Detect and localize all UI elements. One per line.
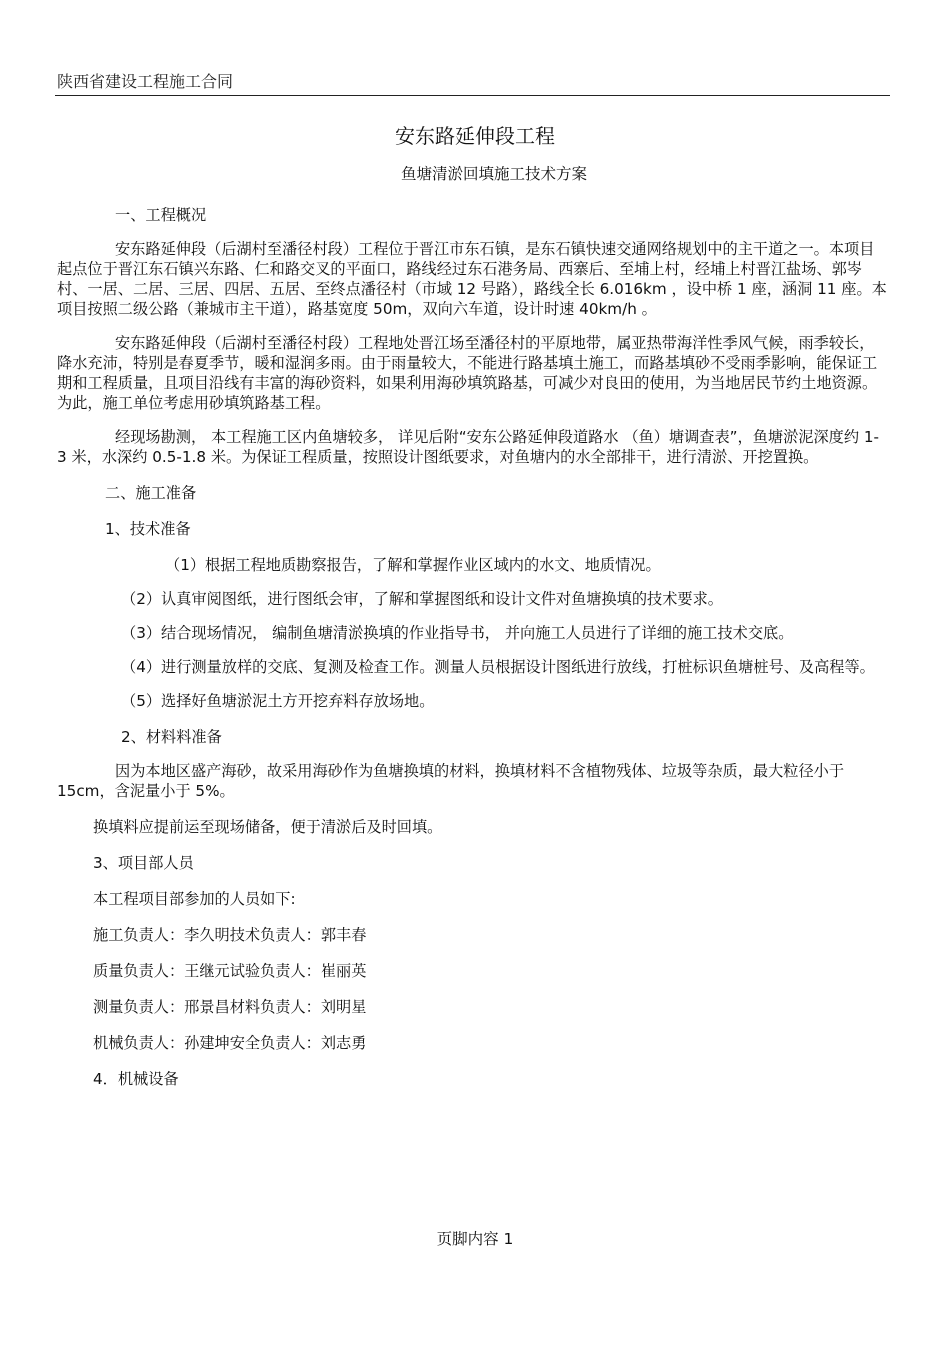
paragraph-overview-1: 安东路延伸段（后湖村至潘径村段）工程位于晋江市东石镇，是东石镇快速交通网络规划中的主干道之一。本项目起点位于晋江东石镇兴东路、仁和路交叉的平面口，路线经过东石港务局、西寨后、至埔上村，经埔上村晋江盐场、郭岑村、一居、二居、三居、四居、五居、至终点潘径村（市域 12 号路），路线全长 6.016km ，设中桥 1 座，涵洞 11 座。本项目按照二级公路（兼城市主干道），路基宽度 50m，双向六车道，设计时速 40km/h 。 bbox=[57, 240, 887, 318]
staff-line: 质量负责人：王继元试验负责人：崔丽英 bbox=[93, 962, 367, 980]
tech-item-4: （4）进行测量放样的交底、复测及检查工作。测量人员根据设计图纸进行放线，打桩标识鱼塘桩号、及高程等。 bbox=[121, 658, 875, 676]
subsection-heading-staff: 3、项目部人员 bbox=[93, 854, 194, 872]
tech-item-3: （3）结合现场情况， 编制鱼塘清淤换填的作业指导书， 并向施工人员进行了详细的施工技术交底。 bbox=[121, 624, 794, 642]
paragraph-materials-1: 因为本地区盛产海砂，故采用海砂作为鱼塘换填的材料，换填材料不含植物残体、垃圾等杂质，最大粒径小于 15cm，含泥量小于 5%。 bbox=[57, 762, 844, 800]
subsection-heading-equipment: 4．机械设备 bbox=[93, 1070, 179, 1088]
header-divider bbox=[55, 95, 890, 96]
paragraph-overview-2: 安东路延伸段（后湖村至潘径村段）工程地处晋江场至潘径村的平原地带，属亚热带海洋性季风气候，雨季较长，降水充沛，特别是春夏季节，暖和湿润多雨。由于雨量较大，不能进行路基填土施工，而路基填砂不受雨季影响，能保证工期和工程质量，且项目沿线有丰富的海砂资料，如果利用海砂填筑路基，可减少对良田的使用，为当地居民节约土地资源。为此，施工单位考虑用砂填筑路基工程。 bbox=[57, 334, 878, 412]
staff-intro: 本工程项目部参加的人员如下: bbox=[93, 890, 296, 908]
tech-item-1: （1）根据工程地质勘察报告，了解和掌握作业区域内的水文、地质情况。 bbox=[165, 556, 661, 574]
tech-item-2: （2）认真审阅图纸，进行图纸会审，了解和掌握图纸和设计文件对鱼塘换填的技术要求。 bbox=[121, 590, 723, 608]
tech-item-5: （5）选择好鱼塘淤泥土方开挖弃料存放场地。 bbox=[121, 692, 435, 710]
staff-line: 机械负责人：孙建坤安全负责人：刘志勇 bbox=[93, 1034, 367, 1052]
staff-line: 测量负责人：邢景昌材料负责人：刘明星 bbox=[93, 998, 367, 1016]
page-footer: 页脚内容 1 bbox=[436, 1230, 514, 1248]
document-subtitle: 鱼塘清淤回填施工技术方案 bbox=[400, 165, 587, 183]
document-body bbox=[57, 205, 887, 1089]
subsection-heading-materials: 2、材料料准备 bbox=[121, 728, 222, 746]
paragraph-overview-3: 经现场勘测， 本工程施工区内鱼塘较多， 详见后附“安东公路延伸段道路水 （鱼）塘调查表”，鱼塘淤泥深度约 1-3 米，水深约 0.5-1.8 米。为保证工程质量，按照设计图纸要求，对鱼塘内的水全部排干，进行清淤、开挖置换。 bbox=[57, 428, 880, 466]
section-heading-preparation: 二、施工准备 bbox=[105, 484, 197, 502]
document-title: 安东路延伸段工程 bbox=[395, 124, 555, 148]
subsection-heading-technical: 1、技术准备 bbox=[105, 520, 191, 538]
running-header: 陕西省建设工程施工合同 bbox=[57, 72, 234, 91]
section-heading-overview: 一、工程概况 bbox=[115, 206, 207, 224]
paragraph-materials-2: 换填料应提前运至现场储备，便于清淤后及时回填。 bbox=[93, 818, 443, 836]
staff-line: 施工负责人：李久明技术负责人：郭丰春 bbox=[93, 926, 367, 944]
